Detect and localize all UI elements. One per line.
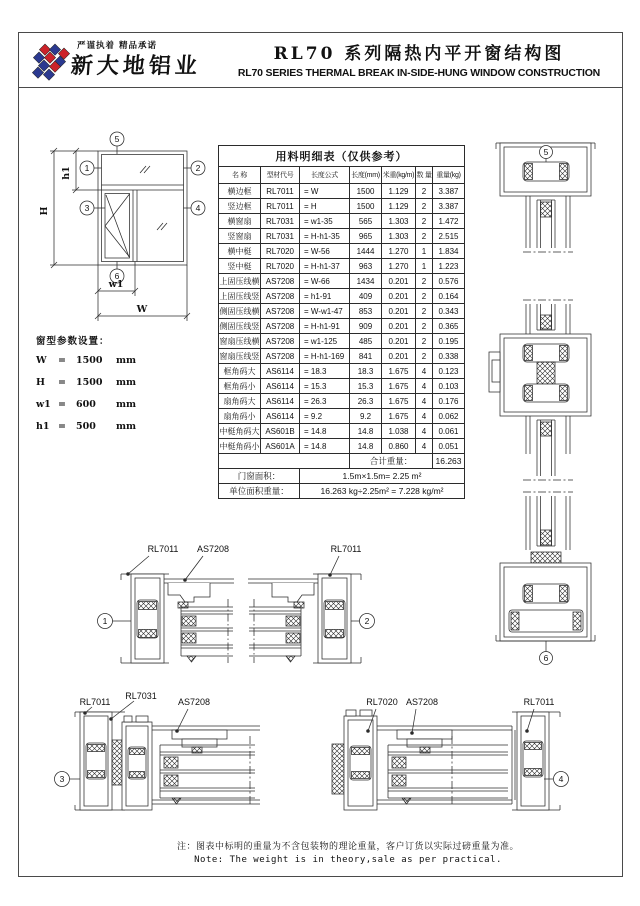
parameter-row: H = 1500 mm	[36, 377, 137, 388]
sheet-title-english: RL70 SERIES THERMAL BREAK IN-SIDE-HUNG WINDOW CONSTRUCTION	[237, 67, 601, 79]
table-cell: 4	[416, 424, 433, 439]
profile-label-rl7011: RL7011	[523, 697, 555, 707]
table-cell: 1.834	[433, 244, 465, 259]
table-cell: 框角码小	[219, 379, 261, 394]
table-cell: 0.201	[382, 319, 416, 334]
table-cell: 框角码大	[219, 364, 261, 379]
table-cell: 3.387	[433, 184, 465, 199]
table-cell: 窗扇压线竖	[219, 349, 261, 364]
table-cell: 14.8	[350, 439, 382, 454]
table-cell: 2	[416, 319, 433, 334]
table-row	[219, 334, 465, 349]
table-cell: RL7011	[261, 199, 300, 214]
table-cell: 扇角码小	[219, 409, 261, 424]
total-label: 合计重量：	[350, 454, 433, 469]
unit-weight-label: 单位面积重量：	[219, 484, 300, 499]
sheet-title-chinese: RL70 系列隔热内平开窗结构图	[273, 44, 565, 64]
table-cell: 上固压线竖	[219, 289, 261, 304]
table-row	[219, 349, 465, 364]
table-cell: 0.164	[433, 289, 465, 304]
table-cell: 1.675	[382, 364, 416, 379]
table-cell: 0.338	[433, 349, 465, 364]
table-cell: 窗扇压线横	[219, 334, 261, 349]
table-cell: AS601B	[261, 424, 300, 439]
materials-table-body	[219, 184, 465, 454]
table-cell: 18.3	[350, 364, 382, 379]
area-value: 1.5m×1.5m= 2.25 m²	[300, 469, 465, 484]
table-cell: 0.201	[382, 289, 416, 304]
table-cell: RL7020	[261, 244, 300, 259]
area-row	[219, 469, 465, 484]
profile-label-rl7011: RL7011	[147, 544, 179, 554]
column-header: 重量(kg)	[433, 167, 465, 184]
param-unit: mm	[116, 355, 137, 366]
table-cell: 竖中梃	[219, 259, 261, 274]
table-cell: AS7208	[261, 334, 300, 349]
table-cell: 1.675	[382, 379, 416, 394]
profile-label-rl7011: RL7011	[79, 697, 111, 707]
footer-note	[19, 839, 622, 865]
callout-3: 3	[84, 203, 90, 213]
table-cell: AS6114	[261, 379, 300, 394]
table-cell: AS601A	[261, 439, 300, 454]
table-cell: 0.860	[382, 439, 416, 454]
table-row	[219, 229, 465, 244]
parameter-row: W = 1500 mm	[36, 355, 137, 366]
table-cell: AS6114	[261, 364, 300, 379]
table-cell: 0.201	[382, 304, 416, 319]
column-header: 数 量	[416, 167, 433, 184]
table-cell: = 14.8	[300, 439, 350, 454]
table-cell: 1.129	[382, 199, 416, 214]
table-cell: AS7208	[261, 274, 300, 289]
table-row	[219, 364, 465, 379]
table-cell: 4	[416, 409, 433, 424]
table-cell: 3.387	[433, 199, 465, 214]
table-cell: 中梃角码小	[219, 439, 261, 454]
table-row	[219, 199, 465, 214]
table-cell: 侧固压线竖	[219, 319, 261, 334]
table-header-row	[219, 167, 465, 184]
callout-5: 5	[114, 134, 120, 144]
area-label: 门窗面积：	[219, 469, 300, 484]
table-cell: 1.270	[382, 259, 416, 274]
dim-label-W: W	[136, 304, 148, 315]
table-row	[219, 409, 465, 424]
parameter-row: w1 = 600 mm	[36, 399, 137, 410]
table-cell: 485	[350, 334, 382, 349]
callout-1: 1	[102, 616, 108, 626]
table-cell: 2	[416, 349, 433, 364]
table-cell: RL7020	[261, 259, 300, 274]
param-value: 1500	[76, 355, 103, 366]
table-cell: RL7031	[261, 214, 300, 229]
table-cell: = 26.3	[300, 394, 350, 409]
table-cell: AS7208	[261, 349, 300, 364]
table-cell: = 18.3	[300, 364, 350, 379]
param-value: 1500	[76, 377, 103, 388]
table-cell: 0.061	[433, 424, 465, 439]
table-cell: 1.129	[382, 184, 416, 199]
company-name: 新大地铝业	[69, 53, 202, 79]
table-row	[219, 439, 465, 454]
table-row	[219, 289, 465, 304]
window-elevation-diagram	[40, 126, 220, 331]
table-cell: = h1-91	[300, 289, 350, 304]
table-cell: = 9.2	[300, 409, 350, 424]
table-cell: 2	[416, 199, 433, 214]
note-english: Note: The weight is in theory,sale as per practical.	[194, 855, 502, 865]
callout-2: 2	[364, 616, 370, 626]
table-cell: RL7031	[261, 229, 300, 244]
table-cell: = W-66	[300, 274, 350, 289]
table-cell: 竖边框	[219, 199, 261, 214]
table-cell: AS6114	[261, 394, 300, 409]
table-cell: = w1-125	[300, 334, 350, 349]
table-cell: 竖窗扇	[219, 229, 261, 244]
param-name: W	[36, 355, 47, 366]
table-cell: 853	[350, 304, 382, 319]
table-cell: 26.3	[350, 394, 382, 409]
parameters-title: 窗型参数设置：	[36, 336, 110, 347]
column-header: 长度公式	[300, 167, 350, 184]
callout-2: 2	[195, 163, 201, 173]
table-cell: 1.472	[433, 214, 465, 229]
dim-label-h1: h1	[61, 166, 72, 180]
table-cell: 0.365	[433, 319, 465, 334]
table-cell: 0.201	[382, 334, 416, 349]
callout-6: 6	[543, 653, 549, 663]
column-header: 型材代号	[261, 167, 300, 184]
parameter-row: h1 = 500 mm	[36, 421, 137, 432]
table-row	[219, 394, 465, 409]
table-cell: = H-h1-91	[300, 319, 350, 334]
table-cell: 409	[350, 289, 382, 304]
table-cell: = H	[300, 199, 350, 214]
table-row	[219, 379, 465, 394]
column-header: 长度(mm)	[350, 167, 382, 184]
total-row	[219, 454, 465, 469]
callout-6: 6	[114, 271, 120, 281]
table-row	[219, 214, 465, 229]
column-header: 米重(kg/m)	[382, 167, 416, 184]
table-cell: = 14.8	[300, 424, 350, 439]
table-row	[219, 319, 465, 334]
table-cell: 上固压线横	[219, 274, 261, 289]
table-cell: 1500	[350, 199, 382, 214]
table-cell: AS7208	[261, 304, 300, 319]
dim-label-H: H	[39, 206, 50, 216]
callout-5: 5	[543, 147, 549, 157]
param-name: H	[36, 377, 45, 388]
table-cell: 841	[350, 349, 382, 364]
table-cell: 1.303	[382, 214, 416, 229]
table-cell: 963	[350, 259, 382, 274]
table-cell: 0.201	[382, 349, 416, 364]
table-cell: AS7208	[261, 319, 300, 334]
title-block-header	[19, 33, 622, 88]
table-row	[219, 244, 465, 259]
table-cell: 1.223	[433, 259, 465, 274]
unit-weight-value: 16.263 kg÷2.25m² = 7.228 kg/m²	[300, 484, 465, 499]
unit-weight-row	[219, 484, 465, 499]
materials-table	[218, 145, 465, 499]
table-cell: = W	[300, 184, 350, 199]
table-cell: 4	[416, 439, 433, 454]
note-chinese: 注：图表中标明的重量为不含包装物的理论重量，客户订货以实际过磅重量为准。	[176, 841, 519, 851]
table-cell: 4	[416, 394, 433, 409]
table-cell: 0.343	[433, 304, 465, 319]
window-parameters	[36, 333, 201, 443]
table-row	[219, 274, 465, 289]
table-cell: 横边框	[219, 184, 261, 199]
callout-1: 1	[84, 163, 90, 173]
table-cell: = H-h1-35	[300, 229, 350, 244]
table-cell: 965	[350, 229, 382, 244]
table-cell: 1.270	[382, 244, 416, 259]
profile-label-as7208: AS7208	[405, 697, 439, 707]
profile-label-as7208: AS7208	[196, 544, 230, 554]
column-header: 名 称	[219, 167, 261, 184]
profile-label-rl7020: RL7020	[366, 697, 398, 707]
table-cell: 0.195	[433, 334, 465, 349]
table-cell: 1.675	[382, 409, 416, 424]
table-cell: 2.515	[433, 229, 465, 244]
table-cell: 0.176	[433, 394, 465, 409]
table-cell: 1444	[350, 244, 382, 259]
dim-label-w1: w1	[108, 279, 124, 290]
param-value: 500	[76, 421, 96, 432]
sheet-border	[18, 32, 623, 877]
profile-label-rl7011: RL7011	[330, 544, 362, 554]
table-cell: 1.303	[382, 229, 416, 244]
horizontal-section-detail-1-2	[91, 539, 381, 687]
total-value: 16.263	[433, 454, 465, 469]
param-unit: mm	[116, 399, 137, 410]
table-cell: 15.3	[350, 379, 382, 394]
table-cell: 565	[350, 214, 382, 229]
table-cell: 0.123	[433, 364, 465, 379]
table-cell: 1.675	[382, 394, 416, 409]
table-cell: 0.576	[433, 274, 465, 289]
table-cell: 4	[416, 364, 433, 379]
empty-cell	[219, 454, 350, 469]
table-row	[219, 304, 465, 319]
table-cell: 1	[416, 244, 433, 259]
callout-4: 4	[558, 774, 564, 784]
table-cell: 侧固压线横	[219, 304, 261, 319]
table-cell: 扇角码大	[219, 394, 261, 409]
table-cell: 0.062	[433, 409, 465, 424]
table-cell: 2	[416, 274, 433, 289]
table-row	[219, 184, 465, 199]
table-cell: 0.103	[433, 379, 465, 394]
table-cell: = H-h1-169	[300, 349, 350, 364]
table-cell: 2	[416, 289, 433, 304]
table-title: 用料明细表（仅供参考）	[219, 146, 465, 167]
table-row	[219, 424, 465, 439]
table-cell: = 15.3	[300, 379, 350, 394]
table-cell: 2	[416, 229, 433, 244]
table-cell: 1.038	[382, 424, 416, 439]
param-name: h1	[36, 421, 50, 432]
horizontal-section-detail-3-4	[42, 691, 620, 846]
param-value: 600	[76, 399, 96, 410]
profile-label-as7208: AS7208	[177, 697, 211, 707]
table-cell: 2	[416, 214, 433, 229]
profile-label-rl7031: RL7031	[125, 691, 157, 701]
table-cell: 14.8	[350, 424, 382, 439]
table-cell: 9.2	[350, 409, 382, 424]
table-cell: 1500	[350, 184, 382, 199]
table-cell: = H-h1-37	[300, 259, 350, 274]
callout-4: 4	[195, 203, 201, 213]
table-cell: 4	[416, 379, 433, 394]
param-unit: mm	[116, 377, 137, 388]
table-cell: = W-56	[300, 244, 350, 259]
table-cell: 2	[416, 334, 433, 349]
table-cell: = W-w1-47	[300, 304, 350, 319]
sheet-titles	[224, 39, 614, 79]
table-cell: 横窗扇	[219, 214, 261, 229]
company-logo-icon	[31, 40, 75, 84]
table-cell: 2	[416, 184, 433, 199]
vertical-section-drawing	[485, 116, 611, 688]
table-cell: 中梃角码大	[219, 424, 261, 439]
table-cell: 0.051	[433, 439, 465, 454]
company-slogan: 严谨执着 精品承诺	[77, 41, 157, 51]
callout-3: 3	[59, 774, 65, 784]
table-cell: 909	[350, 319, 382, 334]
param-unit: mm	[116, 421, 137, 432]
table-cell: 2	[416, 304, 433, 319]
table-cell: 1	[416, 259, 433, 274]
table-row	[219, 259, 465, 274]
table-cell: RL7011	[261, 184, 300, 199]
param-name: w1	[36, 399, 51, 410]
table-cell: 1434	[350, 274, 382, 289]
table-cell: 0.201	[382, 274, 416, 289]
table-cell: AS7208	[261, 289, 300, 304]
table-cell: 横中梃	[219, 244, 261, 259]
table-cell: AS6114	[261, 409, 300, 424]
table-cell: = w1-35	[300, 214, 350, 229]
